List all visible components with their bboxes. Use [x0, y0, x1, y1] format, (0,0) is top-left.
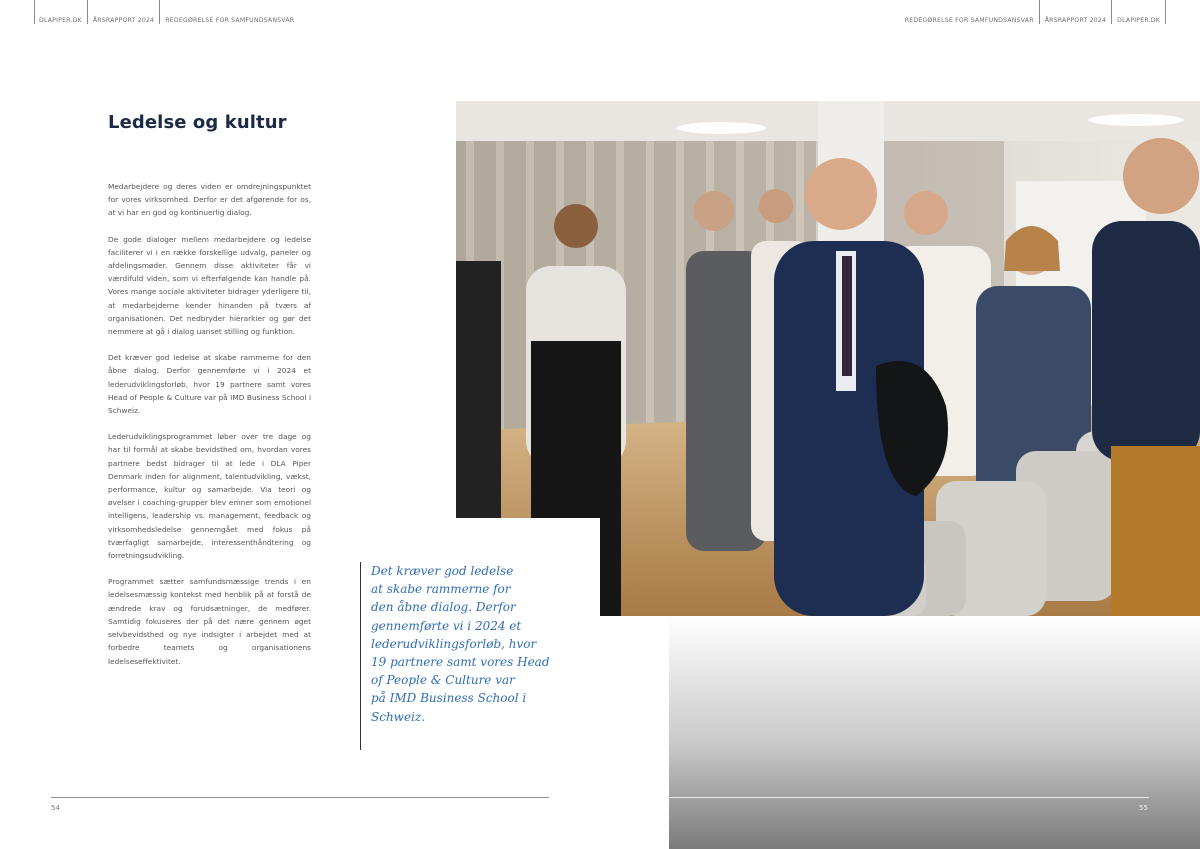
gradient-panel	[669, 616, 1200, 849]
header-report-label-right: ÅRSRAPPORT 2024	[1040, 0, 1112, 24]
pull-quote-text: Det kræver god ledelse at skabe rammerne for den åbne dialog. Derfor gennemførte vi i 2024 et lederudviklingsforløb, hvor 19 partnere samt vores Head of People & Culture var på IMD Business School i Schweiz.	[371, 564, 550, 724]
page-number-left: 54	[51, 804, 60, 812]
paragraph: Lederudviklingsprogrammet løber over tre dage og har til formål at skabe bevidsthed om, hvordan vores partnere bedst bidrager til at lede i DLA Piper Denmark inden for alignment, talentudvikling, vækst, performance, kultur og samarbejde. Via teori og øvelser i coaching-grupper blev emner som emotionel intelligens, leadership vs. management, feedback og virksomhedsledelse gennemgået med fokus på tværfagligt samarbejde, interessenthåndtering og forretningsudvikling.	[108, 432, 311, 561]
footer-rule-right	[669, 797, 1149, 798]
footer-rule-left	[51, 797, 549, 798]
paragraph: Medarbejdere og deres viden er omdrejningspunktet for vores virksomhed. Derfor er det afgørende for os, at vi har en god og kontinuerlig dialog.	[108, 182, 311, 218]
header-site-link-right[interactable]: DLAPIPER.DK	[1112, 0, 1166, 24]
header-left	[34, 0, 299, 24]
header-right	[900, 0, 1166, 24]
body-text	[108, 180, 311, 681]
paragraph: De gode dialoger mellem medarbejdere og ledelse faciliterer vi i en række forskellige udvalg, paneler og afdelingsmøder. Gennem disse aktiviteter får vi værdifuld viden, som vi efterfølgende kan handle på. Vores mange sociale aktiviteter bidrager yderligere til, at medarbejderne kender hinanden på tværs af organisationen. Det nedbryder hierarkier og gør det nemmere at gå i dialog uanset stilling og funktion.	[108, 234, 311, 337]
pull-quote	[360, 562, 550, 750]
header-report-label: ÅRSRAPPORT 2024	[87, 0, 159, 24]
header-section-label: REDEGØRELSE FOR SAMFUNDSANSVAR	[159, 0, 299, 24]
page-title: Ledelse og kultur	[108, 112, 287, 133]
header-site-link[interactable]: DLAPIPER.DK	[34, 0, 87, 24]
paragraph: Programmet sætter samfundsmæssige trends i en ledelsesmæssig kontekst med henblik på at forstå de ændrede krav og forudsætninger, de medfører. Samtidig fokuseres der på det nære gennem øget selvbevidsthed og nye indsigter i arbejdet med at forbedre teamets og organisationens ledelseseffektivitet.	[108, 577, 311, 666]
page-number-right: 55	[1139, 804, 1148, 812]
paragraph: Det kræver god ledelse at skabe rammerne for den åbne dialog. Derfor gennemførte vi i 2024 et lederudviklingsforløb, hvor 19 partnere samt vores Head of People & Culture var på IMD Business School i Schweiz.	[108, 353, 311, 416]
header-section-label-right: REDEGØRELSE FOR SAMFUNDSANSVAR	[900, 0, 1040, 24]
